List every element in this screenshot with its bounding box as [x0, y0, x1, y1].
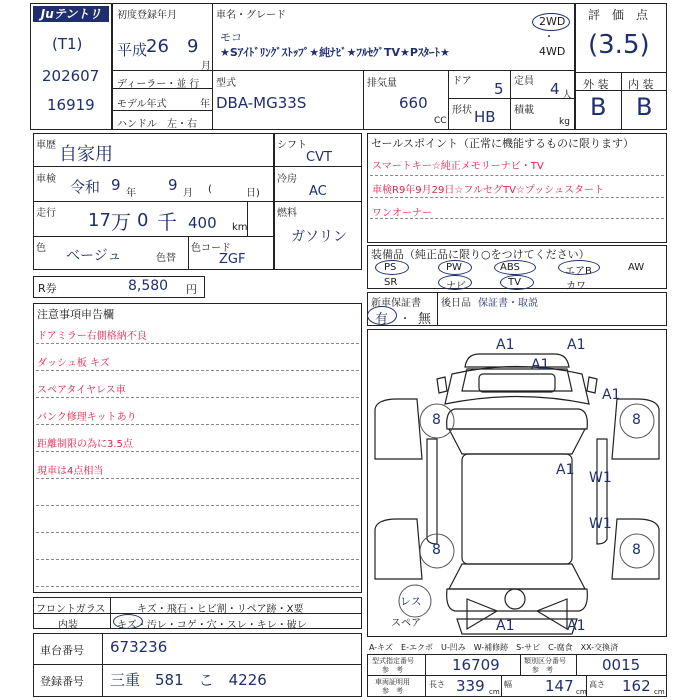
divider	[367, 675, 667, 676]
notes-title: 注意事項申告欄	[37, 308, 114, 321]
inspection-era: 令和	[70, 178, 101, 196]
car-name-label: 車名・グレード	[216, 10, 286, 21]
notes-rule	[36, 397, 359, 398]
displacement-value: 660	[399, 94, 428, 112]
circle-navi	[438, 275, 472, 290]
mileage-km: km	[232, 222, 248, 233]
shift-label: シフト	[277, 140, 307, 151]
warranty-sep: ・	[400, 314, 410, 325]
capacity-label: 定員	[514, 76, 534, 87]
equip-leather: カワ	[566, 281, 586, 292]
circle-warranty-has	[367, 306, 397, 325]
notes-rule	[36, 343, 359, 344]
rule	[370, 175, 664, 176]
eval-value: (3.5)	[588, 30, 650, 60]
fuel-value: ガソリン	[291, 229, 347, 245]
registration-value: 三重 581 こ 4226	[110, 671, 267, 689]
registration-label: 登録番号	[40, 675, 84, 688]
cert-sub: 参 考	[382, 687, 403, 695]
sales-line-2: 車検R9年9月29日☆フルセグTV☆プッシュスタート	[372, 185, 604, 196]
type-no-label: 型式指定番号	[372, 657, 414, 665]
first-reg-year: 26	[146, 36, 169, 57]
equip-airbag: エアB	[565, 266, 592, 277]
circle-tv	[500, 275, 534, 290]
class-sub: 参 考	[532, 666, 553, 674]
notes-rule	[36, 586, 359, 587]
mark-rear-left: A1	[496, 618, 515, 634]
divider	[448, 70, 449, 130]
interior-value: キズ・汚レ・コゲ・穴・スレ・キレ・破レ	[117, 620, 307, 631]
doors-value: 5	[494, 80, 504, 98]
divider	[188, 236, 189, 270]
ac-value: AC	[309, 184, 327, 199]
exterior-label: 外 装	[583, 78, 609, 91]
notes-rule	[36, 370, 359, 371]
mileage-man-unit: 万	[111, 210, 131, 234]
stock-number: 202607	[42, 67, 100, 85]
mark-wheel-fr: 8	[632, 412, 641, 428]
divider	[247, 201, 248, 236]
divider	[33, 201, 274, 202]
dealer-label: ディーラー・並 行	[117, 79, 200, 90]
drive-4wd-label: 4WD	[539, 45, 566, 58]
divider	[501, 675, 502, 697]
equip-pw: PW	[446, 262, 462, 273]
divider	[102, 633, 103, 697]
notes-line: 現車は4点相当	[37, 466, 104, 477]
logo: Juテントリ	[33, 6, 109, 22]
grade: ★Sｱｲﾄﾞﾘﾝｸﾞｽﾄｯﾌﾟ★純ﾅﾋﾞ★ﾌﾙｾｸﾞTV★Pｽﾀｰﾄ★	[220, 46, 450, 59]
first-reg-label: 初度登録年月	[117, 10, 177, 21]
divider	[437, 292, 438, 326]
type-no-value: 16709	[452, 656, 500, 674]
length-unit: cm	[489, 688, 500, 696]
cert-label: 車両証明用	[375, 678, 410, 686]
notes-rule	[36, 559, 359, 560]
notes-line: パンク修理キットあり	[37, 412, 137, 423]
notes-rule	[36, 532, 359, 533]
equip-tv: TV	[508, 277, 521, 288]
divider	[586, 675, 587, 697]
color-label: 色	[36, 243, 46, 254]
divider	[212, 3, 213, 70]
width-unit: cm	[576, 688, 587, 696]
class-label: 類別区分番号	[524, 657, 566, 665]
notes-line: スペアタイヤレス車	[37, 385, 126, 396]
front-glass-value: キズ・飛石・ヒビ割・リペア跡・X要	[137, 604, 304, 615]
spare-label: スペア	[391, 618, 421, 629]
capacity-value: 4	[550, 80, 560, 98]
inspection-month: 9	[168, 176, 178, 194]
t-code: (T1)	[52, 35, 83, 53]
fuel-label: 燃料	[277, 208, 297, 219]
circle-pw	[438, 260, 472, 275]
color-code-value: ZGF	[219, 252, 246, 267]
history-label: 車歴	[36, 140, 56, 151]
recycle-value: 8,580	[128, 278, 169, 294]
car-name: モコ	[220, 31, 242, 44]
recycle-unit: 円	[186, 283, 197, 296]
mark-hood: A1	[531, 357, 550, 373]
divider	[112, 70, 575, 71]
circle-ps	[375, 260, 409, 275]
color-code-label: 色コード	[191, 243, 231, 254]
shape-value: HB	[474, 108, 496, 126]
notes-rule	[36, 505, 359, 506]
circle-interior-kizu	[113, 614, 143, 629]
width-label: 幅	[504, 680, 512, 689]
interior-label: 内 装	[628, 78, 654, 91]
mark-wheel-rl: 8	[432, 542, 441, 558]
model-year-label: モデル年式	[117, 99, 167, 110]
divider	[621, 72, 622, 130]
mileage-label: 走行	[36, 208, 56, 219]
mark-wheel-fl: 8	[432, 412, 441, 428]
circle-airbag	[558, 260, 600, 275]
equip-navi: ナビ	[446, 281, 466, 292]
divider	[448, 98, 575, 99]
first-reg-month: 9	[187, 36, 199, 57]
mileage-sen: 0	[137, 210, 149, 231]
mileage-man: 17	[88, 210, 111, 231]
inspection-year: 9	[111, 176, 121, 194]
recycle-label: R券	[38, 282, 57, 295]
capacity-unit: 人	[562, 90, 572, 101]
mileage-rest: 400	[188, 214, 217, 232]
notes-rule	[36, 424, 359, 425]
sales-line-3: ワンオーナー	[372, 208, 432, 219]
mark-wheel-rr: 8	[632, 542, 641, 558]
equipment-title: 装備品（純正品に限り○をつけてください）	[371, 248, 590, 261]
equip-ps: PS	[384, 262, 397, 273]
notes-rule	[36, 478, 359, 479]
handle-label: ハンドル 左・右	[117, 119, 197, 130]
divider	[33, 166, 274, 167]
warranty-has: 有	[375, 312, 389, 327]
model-year-unit: 年	[200, 99, 210, 110]
lot-number: 16919	[47, 96, 95, 114]
inspection-year-unit: 年	[126, 188, 136, 199]
divider	[112, 110, 212, 111]
sales-line-1: スマートキー☆純正メモリーナビ・TV	[372, 161, 544, 172]
damage-legend: A-キズ E-エクボ U-凹み W-補修跡 S-サビ C-腐食 XX-交換済	[369, 643, 619, 652]
height-label: 高さ	[589, 680, 605, 689]
inspection-day-unit: 日)	[246, 188, 260, 199]
inspection-month-unit: 月	[183, 188, 193, 199]
month-unit: 月	[201, 61, 211, 72]
eval-label: 評 価 点	[588, 8, 649, 22]
chassis-label: 車台番号	[40, 644, 84, 657]
divider	[110, 597, 111, 629]
divider	[510, 70, 511, 130]
inspection-label: 車検	[36, 174, 56, 185]
chassis-value: 673236	[110, 638, 168, 656]
ac-label: 冷房	[277, 174, 297, 185]
load-label: 積載	[514, 105, 534, 116]
divider	[425, 654, 426, 697]
mileage-sen-unit: 千	[157, 210, 177, 234]
equip-sr: SR	[384, 277, 398, 288]
class-value: 0015	[602, 656, 641, 674]
circle-abs	[494, 260, 536, 275]
shape-label: 形状	[452, 105, 472, 116]
type-label: 型式	[216, 78, 236, 89]
color-value: ベージュ	[66, 248, 122, 264]
type-no-sub: 参 考	[382, 666, 403, 674]
displacement-unit: CC	[434, 116, 447, 126]
height-value: 162	[622, 677, 651, 695]
warranty-none: 無	[418, 312, 432, 327]
post-value: 保証書・取説	[478, 298, 538, 309]
inspection-paren: (	[208, 184, 212, 195]
mark-rear-right: A1	[567, 618, 586, 634]
displacement-label: 排気量	[367, 78, 397, 89]
mark-right-w1b: W1	[589, 516, 612, 532]
drive-2wd-label: 2WD	[539, 15, 566, 28]
length-label: 長さ	[429, 680, 445, 689]
first-reg-era: 平成	[117, 41, 148, 59]
mark-right-w1a: W1	[589, 470, 612, 486]
car-diagram	[367, 329, 667, 637]
drive-dot: ・	[544, 32, 554, 43]
divider	[33, 664, 362, 665]
mark-fr-fender: A1	[602, 387, 621, 403]
width-value: 147	[545, 677, 574, 695]
recycle-panel	[33, 276, 205, 298]
divider	[363, 70, 364, 130]
warranty-label: 新車保証書	[371, 298, 421, 309]
notes-line: 距離制限の為に3.5点	[37, 439, 133, 450]
exterior-value: B	[590, 93, 607, 121]
notes-line: ダッシュ板 キズ	[37, 358, 110, 369]
type-value: DBA-MG33S	[216, 94, 307, 112]
height-unit: cm	[654, 688, 665, 696]
equip-aw: AW	[628, 262, 645, 273]
divider	[274, 166, 362, 167]
equip-abs: ABS	[500, 262, 520, 273]
post-label: 後日品	[441, 298, 471, 309]
interior-label-row: 内装	[58, 620, 78, 631]
divider	[33, 236, 274, 237]
shift-value: CVT	[306, 150, 332, 165]
divider	[520, 654, 521, 675]
notes-line: ドアミラー右側格納不良	[37, 331, 147, 342]
load-unit: kg	[559, 117, 570, 127]
divider	[212, 70, 213, 130]
front-glass-label: フロントガラス	[36, 604, 106, 615]
mark-front-right: A1	[567, 337, 586, 353]
sales-title: セールスポイント（正常に機能するものに限ります）	[371, 137, 635, 150]
notes-rule	[36, 451, 359, 452]
divider	[576, 654, 577, 675]
mark-front-left: A1	[496, 337, 515, 353]
color-change-label: 色替	[156, 253, 176, 264]
rule	[370, 197, 664, 198]
divider	[274, 201, 362, 202]
spare-mark: レス	[400, 595, 422, 608]
interior-value: B	[636, 93, 653, 121]
history-value: 自家用	[59, 144, 113, 165]
length-value: 339	[456, 677, 485, 695]
mark-right-door: A1	[556, 462, 575, 478]
doors-label: ドア	[452, 76, 472, 87]
